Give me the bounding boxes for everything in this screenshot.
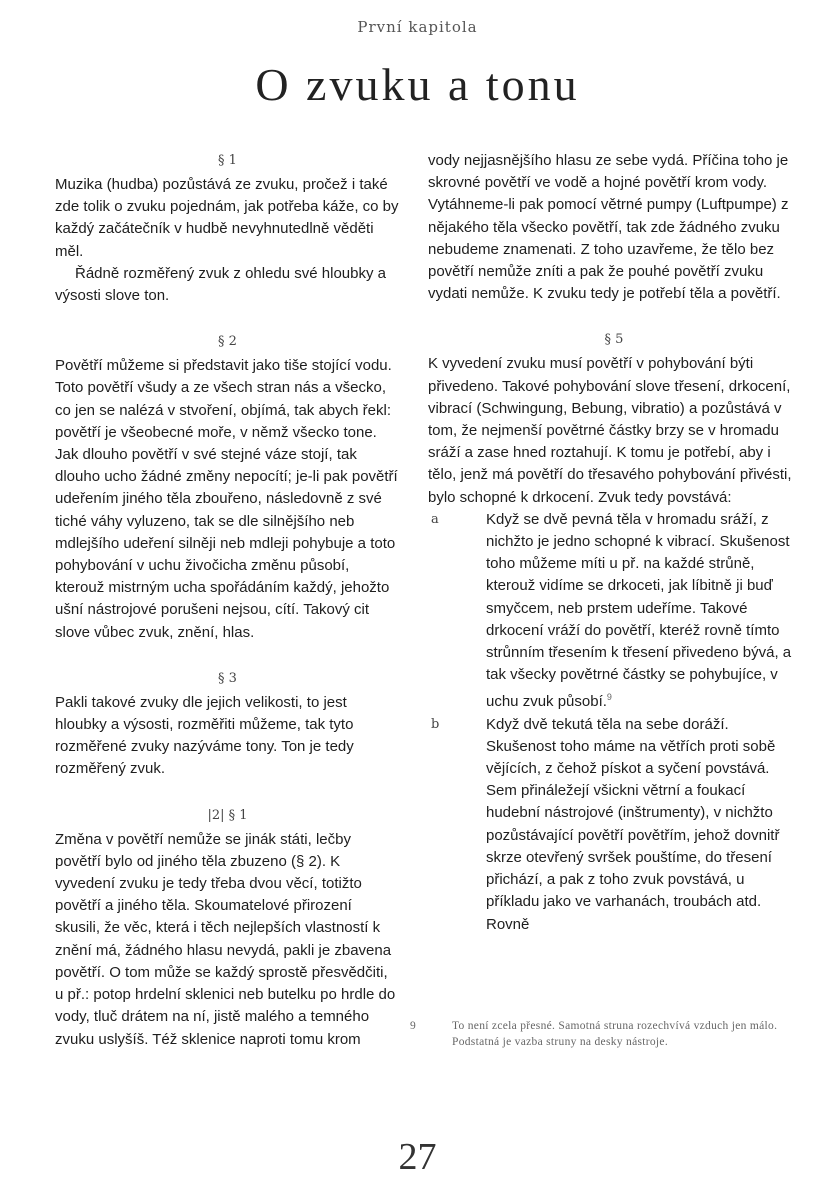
list-item-a — [428, 509, 800, 714]
page-number: 27 — [398, 1136, 437, 1178]
paragraph: Muzika (hudba) pozůstává ze zvuku, pročež i také zde tolik o zvuku pojednám, jak potřeba káže, co by každý začátečník v hudbě nevyhnutedlně věděti měl. — [55, 176, 399, 260]
footnote-number: 9 — [410, 1020, 417, 1032]
paragraph: Řádně rozměřený zvuk z ohledu své hloubky a výsosti slove ton. — [55, 264, 387, 305]
paragraph: Změna v povětří nemůže se jinák státi, lečby povětří bylo od jiného těla zbuzeno (§ 2). K vyvedení zvuku je tedy třeba dvou věcí, totižto povětří a jiného těla. Skoumatelové přirození skusili, že věc, která i těch nejlepších vlastností k znění má, žádného hlasu nevydá, pakli je zbavena povětří. O tom může se každý sprostě přesvědčiti, u př.: potop hrdelní sklenici neb butelku po hrdle do vody, tluč drátem na ní, jistě malého a temného zvuku uslyšíš. Též sklenice naproti tomu krom — [55, 830, 396, 1048]
paragraph: vody nejjasnějšího hlasu ze sebe vydá. Příčina toho je skrovné povětří ve vodě a hojné povětří krom vody. Vytáhneme-li pak pomocí větrné pumpy (Luftpumpe) z nějakého těla všecko povětří, tak zde žádného zvuku nebudeme znamenati. Z toho uzavřeme, že tělo bez povětří nemůže zníti a pak že pouhé povětří zvuku vydati nemůže. K zvuku tedy je potřebí těla a povětří. — [428, 152, 789, 303]
section-heading-4: |2| § 1 — [207, 807, 248, 823]
right-column — [428, 150, 800, 936]
section-heading-1: § 1 — [218, 153, 237, 168]
list-item-label: b — [431, 716, 440, 732]
section-heading-5: § 5 — [604, 332, 624, 348]
list-item-label: a — [431, 511, 439, 527]
list-item-text: Když se dvě pevná těla v hromadu sráží, z nichžto je jedno schopné k vibrací. Skušenost toho můžeme míti u př. na každé strůně, kterouž vidíme se drkoceti, jak líbitně ji buď smyčcem, neb prstem udeříme. Takové drkocení vráží do povětří, kteréž rovně tímto strůnním třesením k třesení přivedeno bývá, a tak všecky povětrné částky se pohybujíce, v uchu zvuk působí. — [486, 510, 792, 711]
footnote-text: To není zcela přesné. Samotná struna rozechvívá vzduch jen málo. Podstatná je vazba struny na desky nástroje. — [452, 1020, 778, 1048]
left-column — [55, 150, 400, 1051]
list-item-text: Když dvě tekutá těla na sebe doráží. Skušenost toho máme na větřích proti sobě vějících, z čehož pískot a syčení povstává. Sem přináležejí všickni větrní a foukací hudební nástrojové (inštrumenty), v nichžto pozůstávající povětří povětřím, jehož dovnitř skrze otevřený svršek pouštíme, do třesení přichází, a pak z toho zvuk povstává, u příkladu jako ve varhanách, troubách atd. Rovně — [486, 715, 780, 933]
running-head: První kapitola — [357, 18, 478, 36]
list-item-b — [428, 714, 800, 936]
paragraph: K vyvedení zvuku musí povětří v pohybování býti přivedeno. Takové pohybování slove třesení, drkocení, vibrací (Schwingung, Bebung, vibratio) a pozůstává v tom, že nejmenší povětrné částky brzy se v hromadu sráží a zase hned roztahují. K tomu je potřebí, aby i tělo, jenž má povětří do třesavého pohybování přivésti, bylo schopné k drkocení. Zvuk tedy povstává: — [428, 355, 792, 506]
paragraph: Povětří můžeme si představit jako tiše stojící vodu. Toto povětří všudy a ze všech stran nás a všecko, co jen se nalézá v stvoření, objímá, tak abych řekl: povětří je všeobecné moře, v němž všecko tone. Jak dlouho povětří v své stejné váze stojí, tak dlouho ucho žádné změny nepocítí; je-li pak povětří udeřením jiného těla zbouřeno, následovně z své tiché váhy vyluzeno, tak se dle silnějšího neb mdlejšího udeření silněji neb mdleji pohybuje a toto pohybování v uchu živočicha změnu působí, kterouž mistrným ucha spořádáním každý, jehožto ušní nástrojové porušeni nejsou, cítí. Takový cit slove vůbec zvuk, znění, hlas. — [55, 357, 398, 641]
chapter-title: O zvuku a tonu — [255, 59, 580, 110]
paragraph: Pakli takové zvuky dle jejich velikosti, to jest hloubky a výsosti, rozměřiti můžeme, tak tyto rozměřené zvuky nazýváme tony. Ton je tedy rozměřený zvuk. — [55, 693, 354, 778]
footnote-reference[interactable]: 9 — [606, 692, 612, 703]
section-heading-2: § 2 — [218, 334, 237, 350]
section-heading-3: § 3 — [218, 670, 237, 686]
